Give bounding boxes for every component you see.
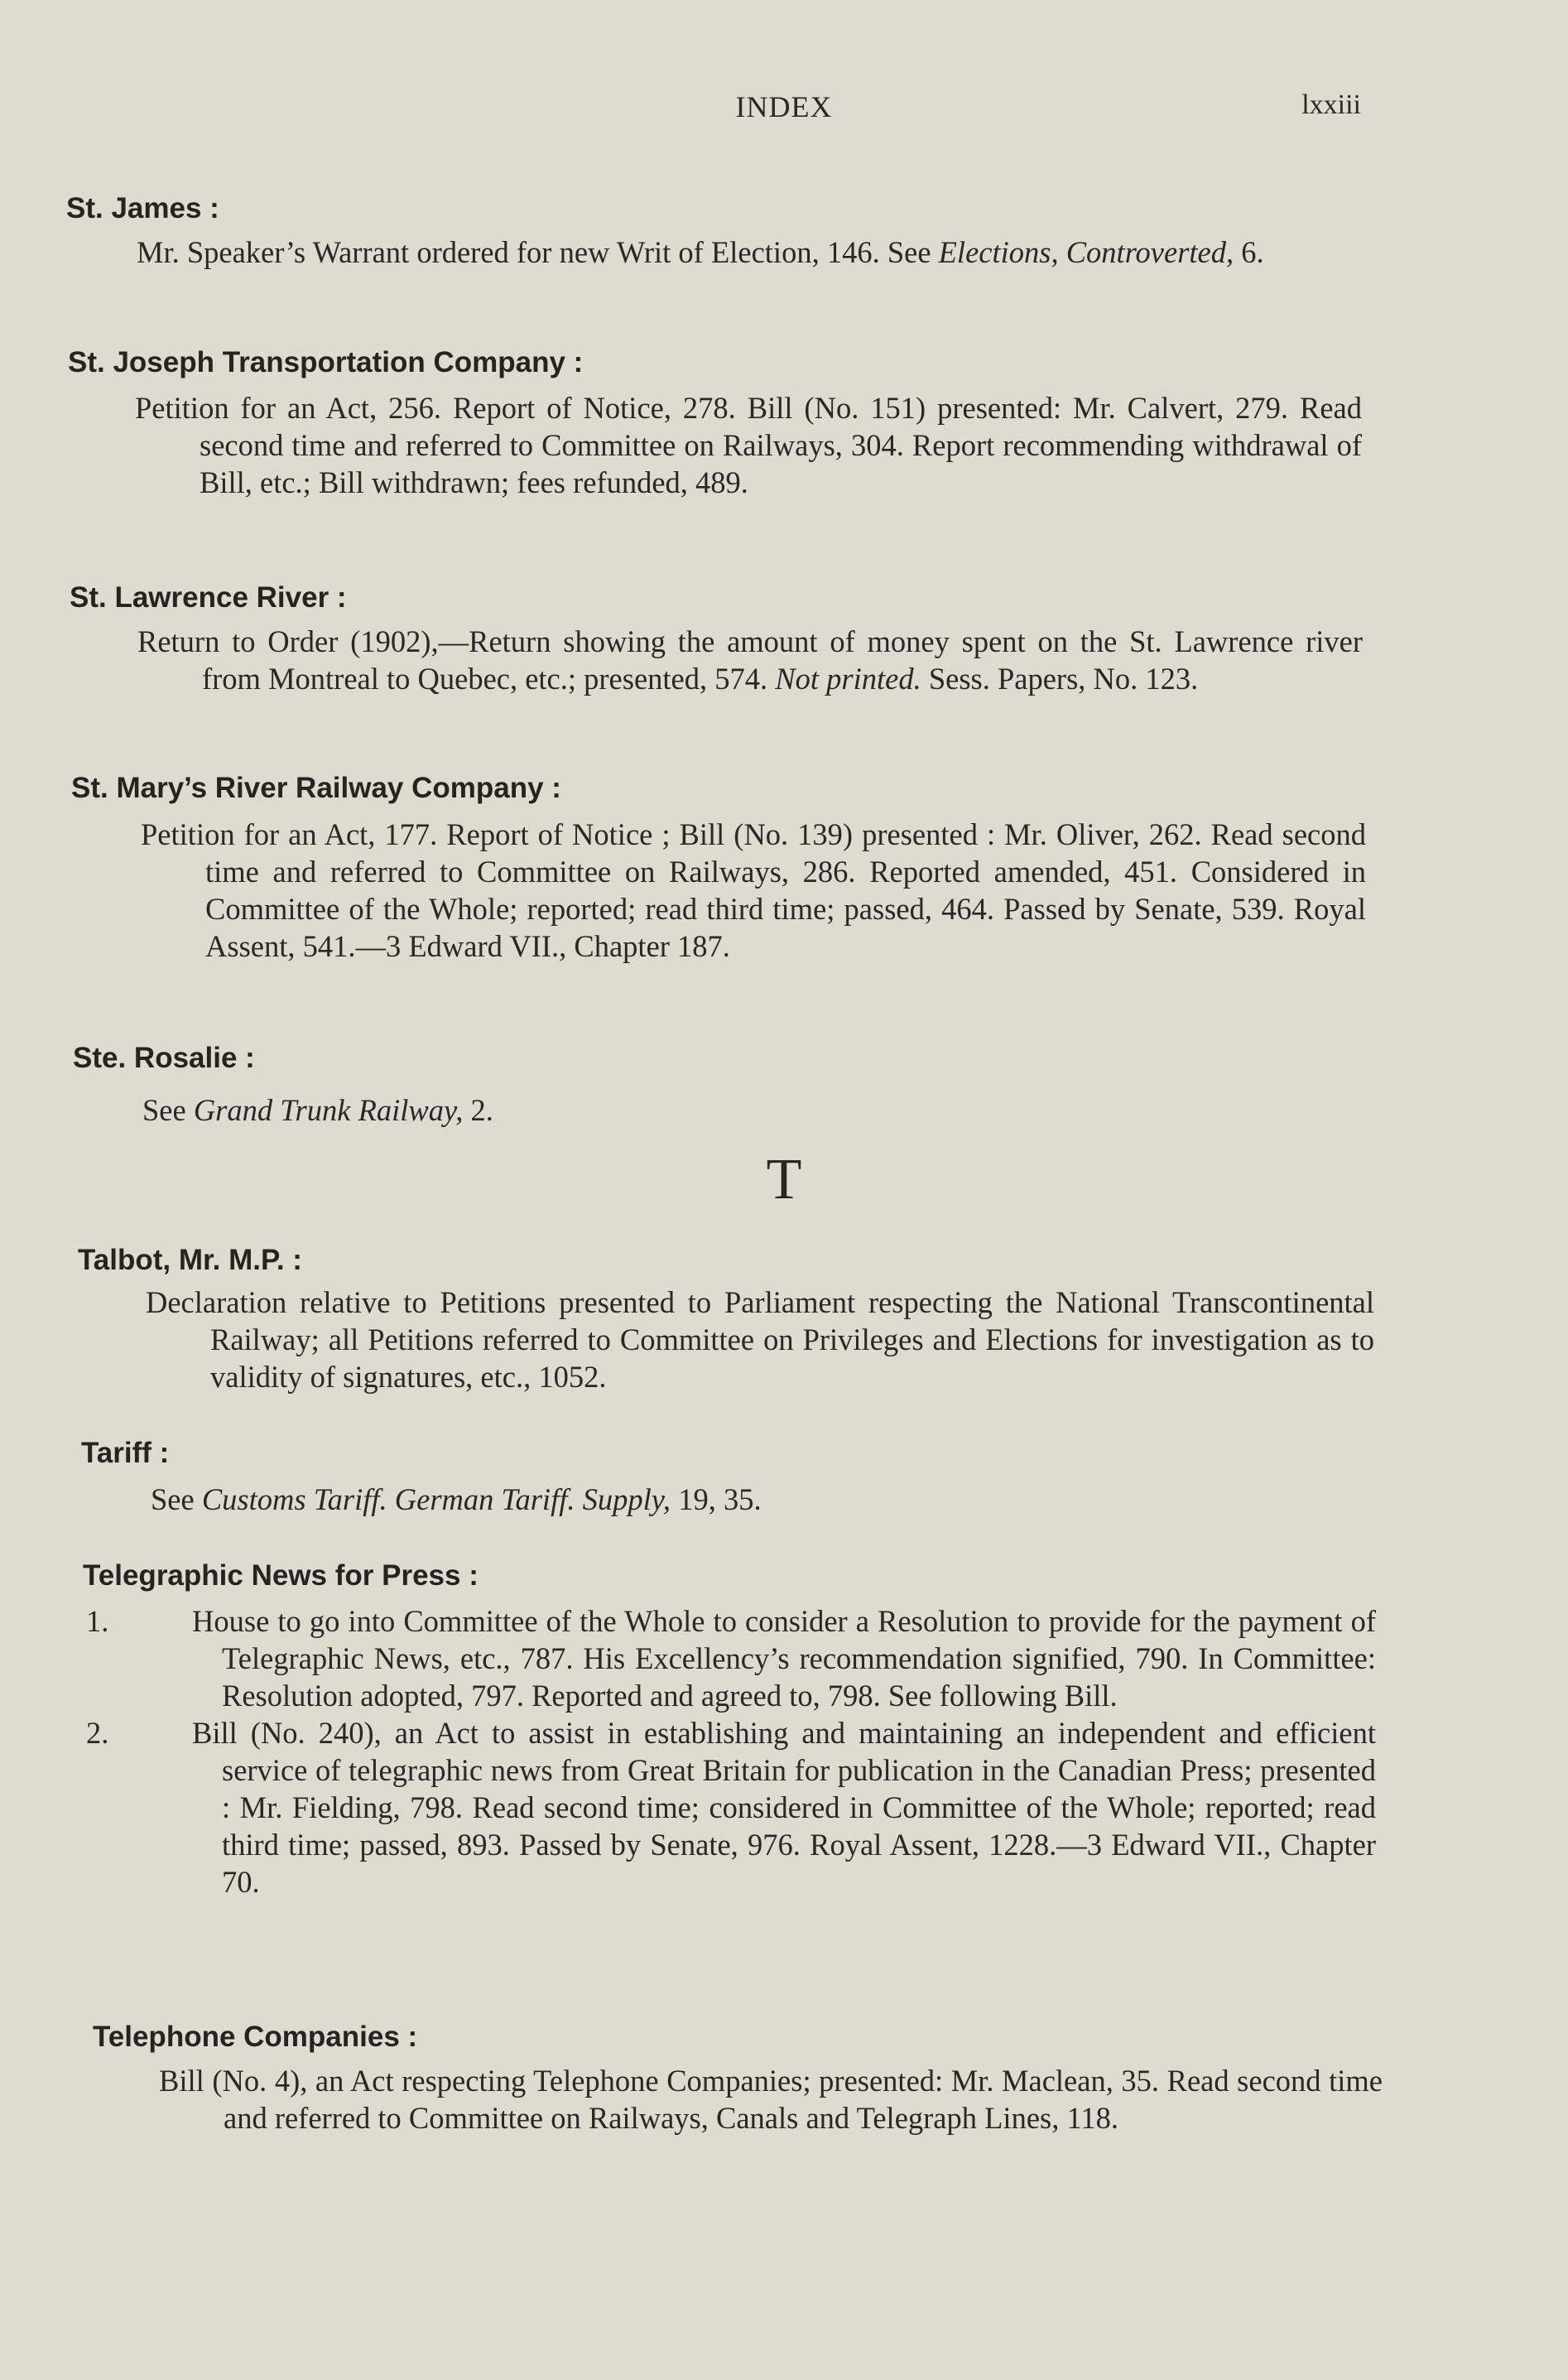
running-title: INDEX: [735, 90, 833, 123]
entry-body: [86, 1602, 1376, 1901]
entry-text: House to go into Committee of the Whole to consider a Resolution to provide for the payment of Telegraphic News, etc., 787. His Excellency’s recommendation signified, 790. In Committee: Resolution adopted, 797. Reported and agreed to, 798. See following Bill.: [192, 1604, 1376, 1713]
entry-text: See: [142, 1093, 194, 1127]
entry-heading: Telegraphic News for Press :: [83, 1559, 479, 1592]
entry-body: [151, 1481, 1376, 1518]
entry-text: Petition for an Act, 177. Report of Notice ; Bill (No. 139) presented : Mr. Oliver, 262. Read second time and referred to Committee on Railways, 286. Reported amended, 451. Considered in Committee of the Whole; reported; read third time; passed, 464. Passed by Senate, 539. Royal Assent, 541.—3 Edward VII., Chapter 187.: [141, 817, 1366, 963]
entry-heading: St. Mary’s River Railway Company :: [71, 772, 561, 804]
entry-body: [141, 816, 1366, 965]
entry-body: [159, 2062, 1383, 2137]
entry-body: [146, 1284, 1374, 1395]
entry-text: 6.: [1234, 235, 1264, 269]
cross-reference: Customs Tariff. German Tariff. Supply,: [201, 1482, 671, 1516]
entry-text: Petition for an Act, 256. Report of Notice, 278. Bill (No. 151) presented: Mr. Calvert, 279. Read second time and referred to Committee on Railways, 304. Report recommending withdrawal of Bill, etc.; Bill withdrawn; fees refunded, 489.: [135, 391, 1362, 499]
entry-heading: Telephone Companies :: [93, 2021, 418, 2053]
entry-heading: Talbot, Mr. M.P. :: [78, 1244, 302, 1276]
entry-body: [137, 234, 1360, 271]
entry-body: [135, 389, 1362, 501]
section-letter: T: [766, 1148, 802, 1212]
entry-text: Sess. Papers, No. 123.: [921, 662, 1199, 696]
entry-text: 2.: [463, 1093, 493, 1127]
entry-text: 19, 35.: [671, 1482, 762, 1516]
numbered-item: [86, 1602, 1376, 1714]
running-head: [0, 89, 1568, 131]
page-number: lxxiii: [1301, 89, 1361, 120]
item-number: 2.: [86, 1716, 109, 1750]
entry-text: Return to Order (1902),—Return showing the amount of money spent on the St. Lawrence river from Montreal to Quebec, etc.; presented, 574.: [137, 624, 1363, 696]
entry-text: Declaration relative to Petitions presented to Parliament respecting the National Transcontinental Railway; all Petitions referred to Committee on Privileges and Elections for investigation as to validity of signatures, etc., 1052.: [146, 1285, 1374, 1394]
cross-reference: Not printed.: [775, 662, 921, 696]
entry-body: [142, 1091, 1368, 1129]
entry-text: Bill (No. 4), an Act respecting Telephone Companies; presented: Mr. Maclean, 35. Read second time and referred to Committee on Railways, Canals and Telegraph Lines, 118.: [159, 2064, 1383, 2135]
numbered-item: [86, 1714, 1376, 1901]
entry-body: [137, 623, 1363, 697]
entry-text: See: [151, 1482, 202, 1516]
entry-text: Mr. Speaker’s Warrant ordered for new Writ of Election, 146. See: [137, 235, 939, 269]
entry-heading: Tariff :: [81, 1437, 170, 1469]
cross-reference: Elections, Controverted,: [938, 235, 1234, 269]
entry-heading: St. James :: [66, 192, 219, 224]
item-number: 1.: [86, 1604, 109, 1638]
entry-text: Bill (No. 240), an Act to assist in establishing and maintaining an independent and efficient service of telegraphic news from Great Britain for publication in the Canadian Press; presented : Mr. Fielding, 798. Read second time; considered in Committee of the Whole; reported; read third time; passed, 893. Passed by Senate, 976. Royal Assent, 1228.—3 Edward VII., Chapter 70.: [192, 1716, 1376, 1899]
entry-heading: St. Lawrence River :: [70, 581, 347, 614]
cross-reference: Grand Trunk Railway,: [193, 1093, 464, 1127]
entry-heading: St. Joseph Transportation Company :: [68, 346, 584, 378]
entry-heading: Ste. Rosalie :: [73, 1042, 255, 1074]
